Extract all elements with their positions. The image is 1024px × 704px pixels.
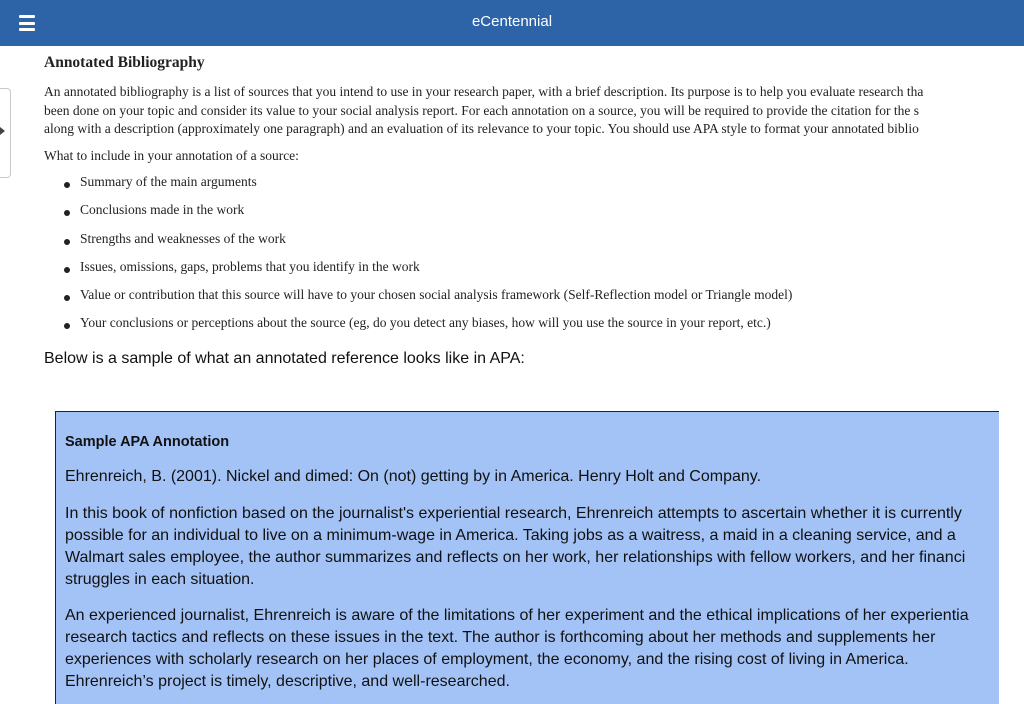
include-label: What to include in your annotation of a source: <box>44 148 299 163</box>
app-title: eCentennial <box>471 13 553 30</box>
list-item: Value or contribution that this source will have to your chosen social analysis framework (Self-Reflection model or Triangle model) <box>44 287 792 315</box>
paragraph-line: An experienced journalist, Ehrenreich is aware of the limitations of her experiment and the ethical implications of her experientia <box>65 607 969 624</box>
paragraph-line: possible for an individual to live on a minimum-wage in America. Taking jobs as a waitress, a maid in a cleaning service, and a <box>65 527 956 544</box>
paragraph-line: research tactics and reflects on these issues in the text. The author is forthcoming about her methods and supplements her <box>65 629 936 646</box>
list-item: Your conclusions or perceptions about the source (eg, do you detect any biases, how will you use the source in your report, etc.) <box>44 315 792 343</box>
top-app-bar <box>0 0 1024 46</box>
list-item: Issues, omissions, gaps, problems that you identify in the work <box>44 259 792 287</box>
paragraph-line: In this book of nonfiction based on the journalist's experiential research, Ehrenreich attempts to ascertain whether it is currently <box>65 505 962 522</box>
page-heading: Annotated Bibliography <box>44 54 205 71</box>
paragraph-line: experiences with scholarly research on her places of employment, the economy, and the rising cost of living in America. <box>65 651 909 668</box>
list-item: Conclusions made in the work <box>44 202 792 230</box>
sample-citation: Ehrenreich, B. (2001). Nickel and dimed: On (not) getting by in America. Henry Holt and Company. <box>65 468 762 485</box>
sample-intro-text: Below is a sample of what an annotated reference looks like in APA: <box>44 350 525 367</box>
list-item: Strengths and weaknesses of the work <box>44 231 792 259</box>
main-content <box>44 46 999 704</box>
sample-box-title: Sample APA Annotation <box>65 434 230 450</box>
paragraph-line: Ehrenreich’s project is timely, descriptive, and well-researched. <box>65 673 510 690</box>
chevron-right-icon <box>0 127 5 135</box>
sidebar-toggle-button[interactable] <box>0 88 11 178</box>
sample-paragraph-2 <box>65 605 969 693</box>
paragraph-line: Walmart sales employee, the author summarizes and reflects on her work, her relationships with fellow workers, and her financi <box>65 549 966 566</box>
sample-paragraph-1 <box>65 503 965 591</box>
list-item: Summary of the main arguments <box>44 174 792 202</box>
sample-annotation-box <box>55 411 999 704</box>
intro-paragraph <box>44 83 999 139</box>
annotation-checklist <box>44 174 792 344</box>
paragraph-line: struggles in each situation. <box>65 571 255 588</box>
intro-line: been done on your topic and consider its value to your social analysis report. For each annotation on a source, you will be required to provide the citation for the s <box>44 102 920 118</box>
intro-line: along with a description (approximately one paragraph) and an evaluation of its relevance to your topic. You should use APA style to format your annotated biblio <box>44 121 919 136</box>
intro-line: An annotated bibliography is a list of sources that you intend to use in your research paper, with a brief description. Its purpose is to help you evaluate research tha <box>44 84 924 99</box>
